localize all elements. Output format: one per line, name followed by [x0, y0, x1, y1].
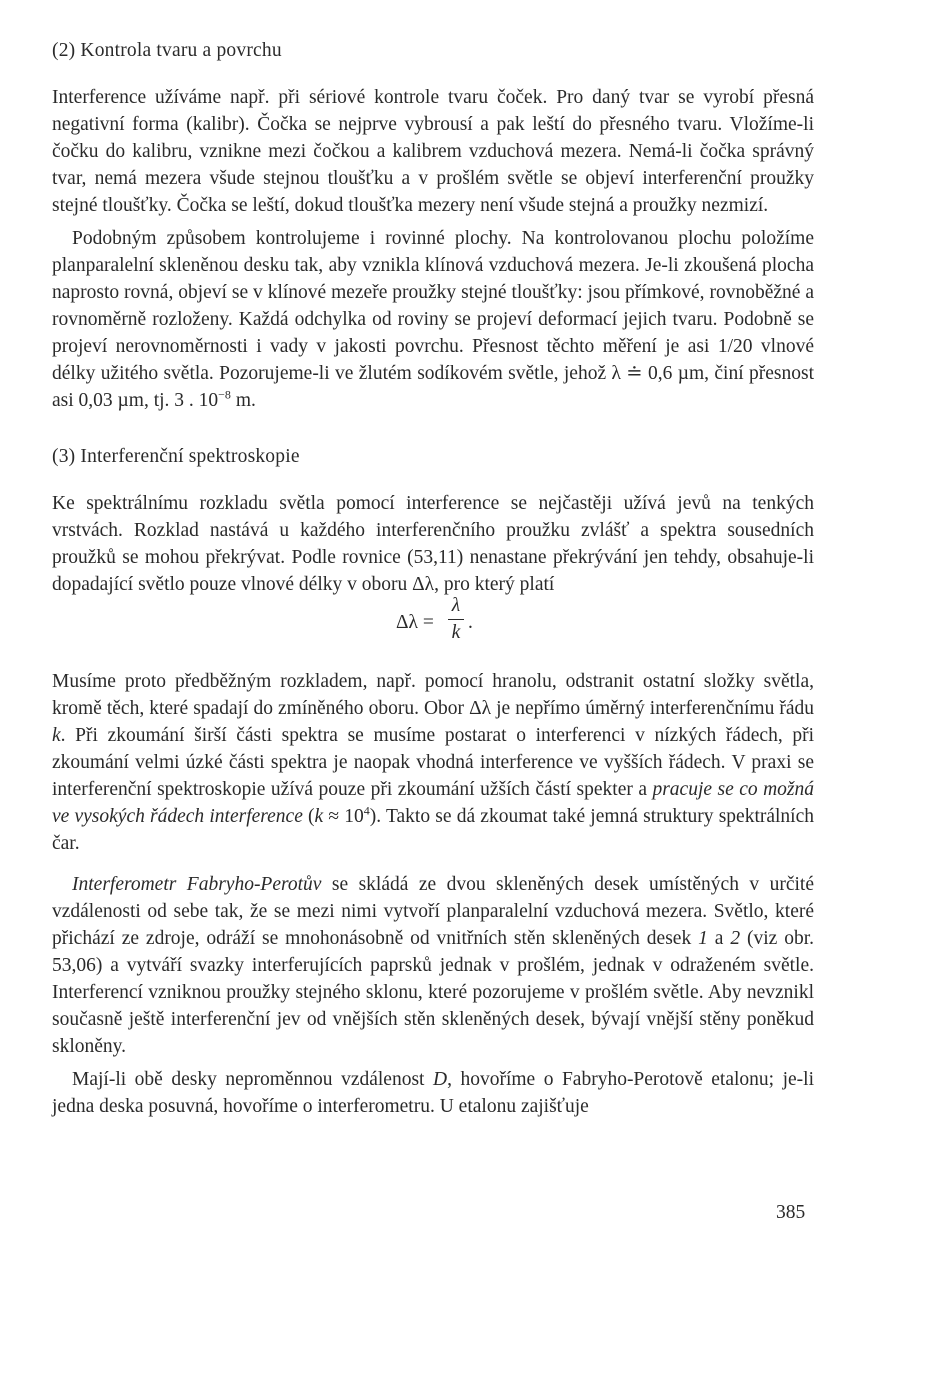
paragraph-etalon — [52, 1066, 814, 1120]
exponent-four: 4 — [363, 803, 370, 818]
formula-delta-lambda — [52, 595, 814, 668]
paragraph-plane-control — [52, 225, 814, 414]
section-heading-kontrola: (2) Kontrola tvaru a povrchu — [52, 40, 282, 61]
paragraph-lens-control: Interference užíváme např. při sériové kontrole tvaru čoček. Pro daný tvar se vyrobí přesná negativní forma (kalibr). Čočka se nejprve vybrousí a pak leští do přesného tvaru. Vložíme-li čočku do kalibru, vznikne mezi čočkou a kalibrem vzduchová mezera. Nemá-li čočka správný tvar, nemá mezera všude stejnou tloušťku a v prošlém světle se objeví interferenční proužky stejné tloušťky. Čočka se leští, dokud tloušťka mezery není všude stejná a proužky nezmizí. — [52, 87, 814, 216]
paragraph-plane-control-text: Podobným způsobem kontrolujeme i rovinné plochy. Na kontrolovanou plochu položíme planparalelní skleněnou desku tak, aby vznikla klínová vzduchová mezera. Je-li zkoušená plocha naprosto rovná, objeví se v klínové mezeře proužky stejné tloušťky: jsou přímkové, rovnoběžné a rovnoměrně rozloženy. Každá odchylka od roviny se projeví deformací jejich tvaru. Podobně se projeví nerovnoměrnosti i vady v jakosti povrchu. Přesnost těchto měření je asi 1/20 vlnové délky užitého světla. Pozorujeme-li ve žlutém sodíkovém světle, jehož λ ≐ 0,6 µm, činí přesnost asi 0,03 µm, tj. 3 . 10 — [52, 228, 814, 411]
text-run: a — [707, 928, 731, 949]
exponent-minus-eight: −8 — [218, 387, 231, 402]
formula-denominator: k — [451, 622, 461, 643]
formula-fraction — [448, 594, 464, 645]
text-run: ( — [302, 806, 315, 827]
paragraph-spectral-decomposition: Ke spektrálnímu rozkladu světla pomocí interference se nejčastěji užívá jevů na tenkých vrstvách. Rozklad nastává u každého interferenčního proužku zvlášť a spektra sousedních proužků se mohou překrývat. Podle rovnice (53,11) nenastane překrývání jen tehdy, obsahuje-li dopadající světlo pouze vlnové délky v oboru Δλ, pro který platí — [52, 493, 814, 595]
page-content — [52, 38, 814, 1120]
variable-k: k — [314, 806, 324, 827]
emphasis-high-orders: pracuje se co možná ve vysokých řádech interference — [52, 779, 815, 827]
text-run: Musíme proto předběžným rozkladem, např. pomocí hranolu, odstranit ostatní složky světla, kromě těch, které spadají do zmíněného oboru. Obor Δλ je nepřímo úměrný interferenčnímu řádu — [52, 671, 814, 719]
formula-lhs: Δλ = — [396, 612, 434, 633]
text-run: Mají-li obě desky neproměnnou vzdálenost — [72, 1069, 433, 1090]
text-run: , hovoříme o Fabryho-Perotově etalonu; je-li jedna deska posuvná, hovoříme o interferometru. U etalonu zajišťuje — [52, 1069, 814, 1117]
variable-d: D — [432, 1069, 448, 1090]
emphasis-interferometer-name: Interferometr Fabryho-Perotův — [72, 874, 322, 895]
formula-tail: . — [468, 612, 473, 633]
plate-number-2: 2 — [730, 928, 741, 949]
plate-number-1: 1 — [698, 928, 708, 949]
section-heading-spektroskopie: (3) Interferenční spektroskopie — [52, 446, 300, 467]
text-run: (viz obr. 53,06) a vytváří svazky interferujících paprsků jednak v prošlém, jednak v odraženém světle. Interferencí vzniknou proužky stejného sklonu, které pozorujeme v prošlém světle. Aby nevznikl současně ještě interferenční jev od vnějších stěn skleněných desek, bývají vnější stěny poněkud skloněny. — [52, 928, 815, 1057]
text-run: ). Takto se dá zkoumat také jemná struktury spektrálních čar. — [52, 806, 815, 854]
text-run: se skládá ze dvou skleněných desek umístěných v určité vzdálenosti od sebe tak, že se mezi nimi vytvoří planparalelní vzduchová mezera. Světlo, které přichází ze zdroje, odráží se mnohonásobně od vnitřních stěn skleněných desek — [52, 874, 814, 949]
fraction-bar — [448, 619, 464, 620]
formula-numerator: λ — [451, 595, 461, 616]
paragraph-plane-control-end: m. — [230, 390, 256, 411]
paragraph-fabry-perot — [52, 871, 814, 1060]
variable-k: k — [52, 725, 61, 746]
paragraph-prefiltering — [52, 668, 814, 857]
page-number: 385 — [776, 1202, 806, 1223]
text-run: ≈ 10 — [323, 806, 364, 827]
text-run: . Při zkoumání širší části spektra se musíme postarat o interferenci v nízkých řádech, při zkoumání velmi úzké části spektra je naopak vhodná interference ve vyšších řádech. V praxi se interferenční spektroskopie užívá pouze při zkoumání užších částí spekter a — [52, 725, 814, 800]
